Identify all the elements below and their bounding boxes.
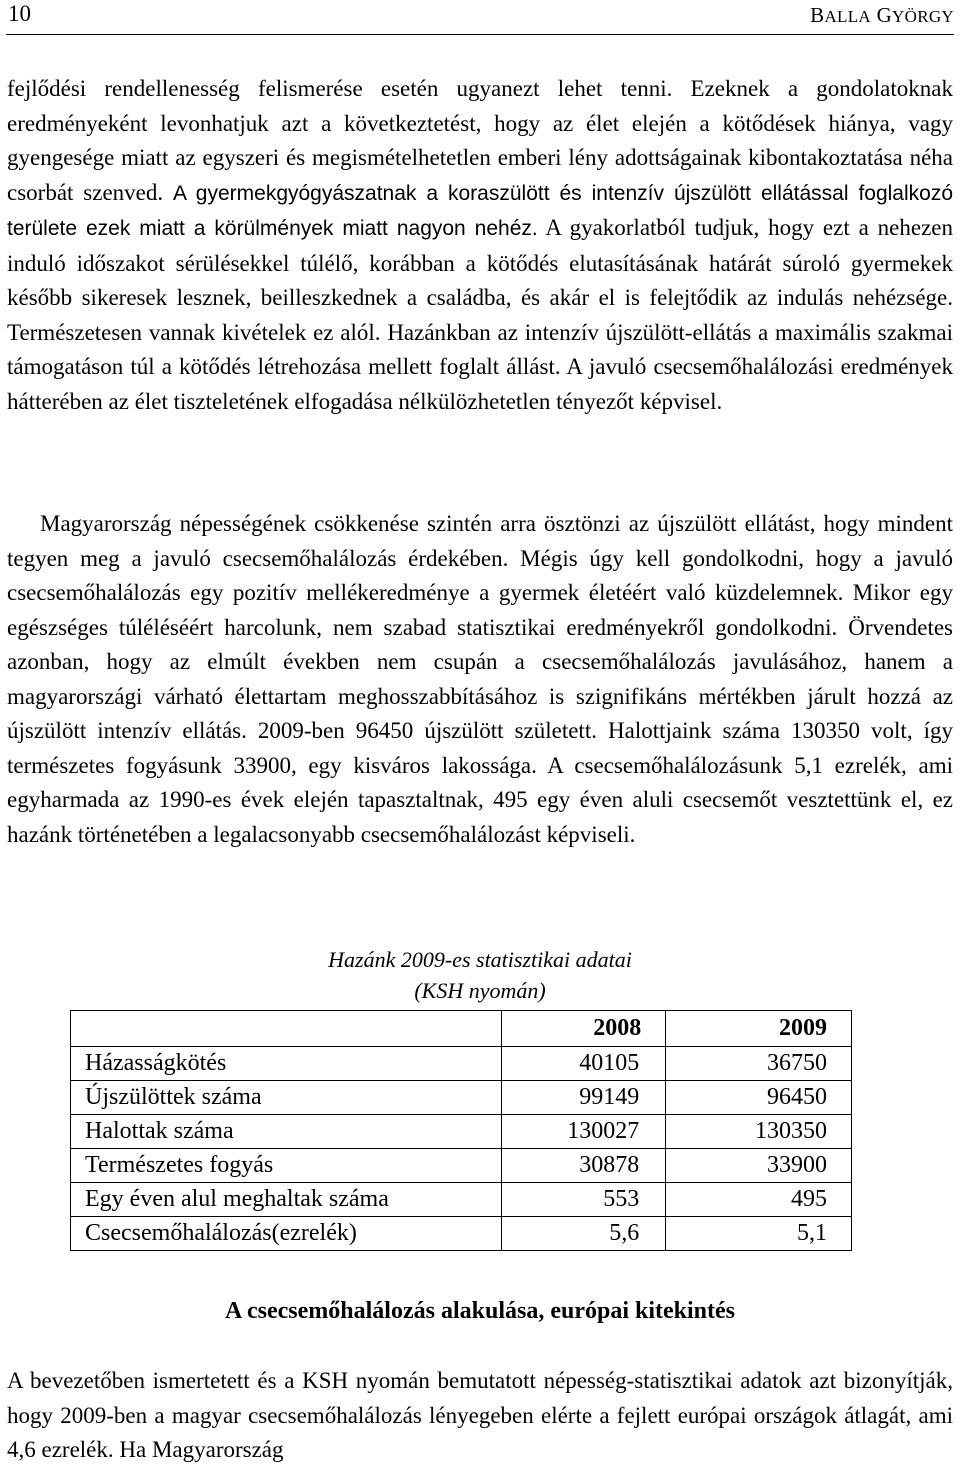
author-last-initial: G [876,3,893,27]
table-row [71,1183,852,1217]
table-header-2009: 2009 [666,1011,852,1047]
table-header-empty [71,1011,502,1047]
row-label: Egy éven alul meghaltak száma [71,1183,502,1217]
page-header [6,0,954,35]
value-2008: 5,6 [501,1217,666,1251]
value-2009: 495 [666,1183,852,1217]
value-2009: 33900 [666,1149,852,1183]
value-2009: 5,1 [666,1217,852,1251]
section-heading: A csecsemőhalálozás alakulása, európai kitekintés [224,1298,735,1324]
table-row [71,1217,852,1251]
paragraph-1-part-2: A gyakorlatból tudjuk, hogy ezt a nehezen induló időszakot sérülésekkel túlélő, korábban a kötődés elutasításának határát súroló gyermekek később sikeresek lesznek, beilleszkednek a családba, és akár el is felejtődik az indulás nehézsége. Természetesen vannak kivételek ez alól. Hazánkban az intenzív újszülött-ellátás a maximális szakmai támogatáson túl a kötődés létrehozása mellett foglalt állást. A javuló csecsemőhalálozási eredmények hátterében az élet tiszteletének elfogadása nélkülözhetetlen tényezőt képvisel. [7,215,954,414]
paragraph-3: A bevezetőben ismertetett és a KSH nyomán bemutatott népesség-statisztikai adatok azt bizonyítják, hogy 2009-ben a magyar csecsemőhalálozás lényegeben elérte a fejlett európai országok átlagát, ami 4,6 ezrelék. Ha Magyarország [7,1368,953,1462]
paragraph-2: Magyarország népességének csökkenése szintén arra ösztönzi az újszülött ellátást, hogy mindent tegyen meg a javuló csecsemőhalálozás érdekében. Mégis úgy kell gondolkodni, hogy a javuló csecsemőhalálozás egy pozitív mellékeredménye a gyermek életéért való küzdelemnek. Mikor egy egészséges túléléséért harcolunk, nem szabad statisztikai eredményekről gondolkodni. Örvendetes azonban, hogy az elmúlt években nem csupán a csecsemőhalálozás javulásához, hanem a magyarországi várható élettartam meghosszabbításához is szignifikáns mértékben járult hozzá az újszülött intenzív ellátás. 2009-ben 96450 újszülött született. Halottjaink száma 130350 volt, így természetes fogyásunk 33900, egy kisváros lakossága. A csecsemőhalálozásunk 5,1 ezrelék, ami egyharmada az 1990-es évek elején tapasztaltnak, 495 egy éven aluli csecsemőt vesztettünk el, ez hazánk történetében a legalacsonyabb csecsemőhalálozást képviseli. [7,511,953,847]
paragraph-1 [7,72,953,419]
page-number: 10 [8,1,31,26]
table-header-row [71,1011,852,1047]
row-label: Csecsemőhalálozás(ezrelék) [71,1217,502,1251]
row-label: Újszülöttek száma [71,1081,502,1115]
table-caption-source: (KSH nyomán) [414,978,546,1003]
running-head-author [810,3,954,28]
value-2008: 99149 [501,1081,666,1115]
row-label: Halottak száma [71,1115,502,1149]
value-2008: 130027 [501,1115,666,1149]
value-2008: 553 [501,1183,666,1217]
row-label: Házasságkötés [71,1047,502,1081]
value-2009: 96450 [666,1081,852,1115]
author-first-rest: ALLA [824,7,872,26]
paragraph-1-part-1: fejlődési rendellenesség felismerése esetén ugyanezt lehet tenni. Ezeknek a gondolatoknak eredményeként levonhatjuk azt a következtetést, hogy az élet elején a kötődések hiánya, vagy gyengesége miatt az egyszeri és megismételhetetlen emberi lény adottságainak kibontakoztatása néha csorbát szenved. [7,76,953,205]
row-label: Természetes fogyás [71,1149,502,1183]
table-row [71,1047,852,1081]
statistics-table [70,1010,852,1251]
table-row [71,1081,852,1115]
table-row [71,1115,852,1149]
value-2009: 130350 [666,1115,852,1149]
table-row [71,1149,852,1183]
value-2008: 30878 [501,1149,666,1183]
author-last-rest: YÖRGY [892,7,954,26]
value-2008: 40105 [501,1047,666,1081]
author-first-initial: B [810,3,825,27]
paragraph-1-sans-part: A gyermekgyógyászatnak a koraszülött és intenzív újszülött ellátással foglalkozó területe ezek miatt a körülmények miatt nagyon nehéz. [7,181,954,240]
value-2009: 36750 [666,1047,852,1081]
table-caption-title: Hazánk 2009-es statisztikai adatai [328,947,632,972]
table-header-2008: 2008 [501,1011,666,1047]
